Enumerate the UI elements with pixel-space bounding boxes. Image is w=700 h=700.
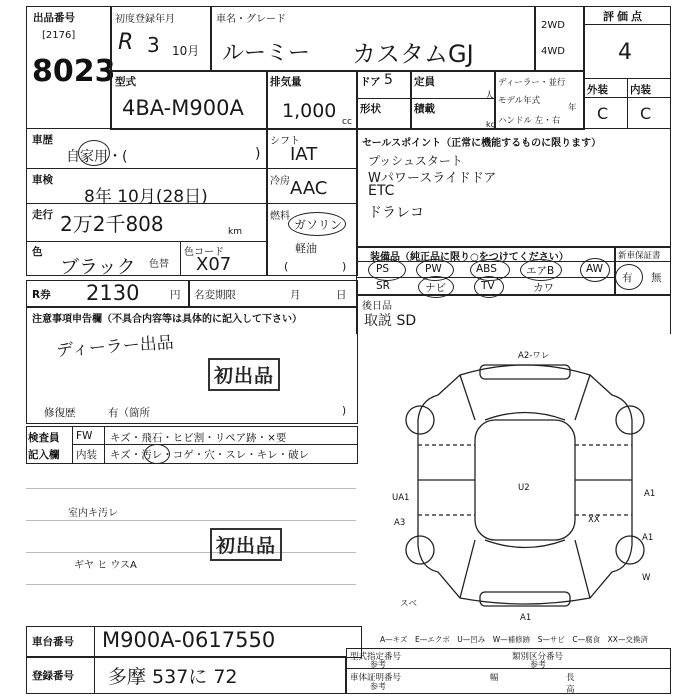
equip-circle-aw <box>580 258 610 282</box>
lot-sub: [2176] <box>42 30 76 41</box>
shape-label: 形状 <box>360 103 381 115</box>
mark-w: W <box>642 573 651 583</box>
inspector-note-2: ギヤ ヒ ウスA <box>74 560 137 571</box>
displacement-value: 1,000 <box>282 100 337 122</box>
history-close: ) <box>255 146 261 162</box>
color-code-label: 色コード <box>184 247 224 258</box>
reg-era: R <box>118 30 134 55</box>
chassis-label: 車台番号 <box>32 636 74 648</box>
displacement-unit: cc <box>342 117 352 127</box>
vin-ref: 参考 <box>370 682 386 691</box>
sales-line-3: ETC <box>368 183 395 199</box>
warranty-no: 無 <box>651 272 662 284</box>
inspection-label: 車検 <box>32 174 53 186</box>
mark-u2: U2 <box>518 483 530 493</box>
shift-label: シフト <box>270 136 300 147</box>
model-label: 車名・グレード <box>216 14 286 25</box>
equip-aw: AW <box>586 263 603 275</box>
handle-label: ハンドル 左・右 <box>498 116 561 126</box>
type-designation-ref: 参考 <box>370 660 386 669</box>
mileage-value: 2万2千808 <box>60 212 164 236</box>
mark-a1-rear: A1 <box>520 613 532 623</box>
width-label: 幅 <box>490 673 499 683</box>
class-ref: 参考 <box>530 660 546 669</box>
shift-value: IAT <box>290 144 318 165</box>
equip-tv: TV <box>481 280 495 292</box>
equip-ps: PS <box>376 263 389 275</box>
equip-leather: カワ <box>533 282 554 294</box>
color-swap-label: 色替 <box>149 259 169 270</box>
history-circle <box>78 140 110 166</box>
post-install-label: 後日品 <box>362 301 392 312</box>
name-change-month: 月 <box>290 289 301 301</box>
vin-label: 車体証明番号 <box>350 673 402 683</box>
mark-a1-right: A1 <box>644 489 656 499</box>
equip-abs: ABS <box>476 263 497 275</box>
name-change-label: 名変期限 <box>194 289 236 301</box>
drive-2wd: 2WD <box>541 20 565 31</box>
warranty-circle <box>615 264 643 290</box>
reg-year-label: 初度登録年月 <box>115 14 175 25</box>
equipment-label: 装備品（純正品に限り○をつけてください） <box>370 252 569 263</box>
mileage-label: 走行 <box>32 209 53 221</box>
sales-label: セールスポイント（正常に機能するものに限ります） <box>362 138 602 149</box>
load-unit: kg <box>486 120 496 129</box>
repair-value: 有（箇所 <box>108 407 150 419</box>
mark-a2-crack: A2-ワレ <box>518 351 550 361</box>
plate-value: 多摩 537に 72 <box>108 666 238 688</box>
inspector-label-1: 検査員 <box>28 432 60 444</box>
mark-ua1: UA1 <box>392 493 410 503</box>
warranty-label: 新車保証書 <box>618 251 661 261</box>
interior-grade: C <box>640 104 652 123</box>
drive-4wd: 4WD <box>541 46 565 57</box>
fuel-circle <box>288 212 346 236</box>
notes-label: 注意事項申告欄（不具合内容等は具体的に記入して下さい） <box>32 314 302 325</box>
notes-stamp: 初出品 <box>208 358 280 391</box>
equip-circle-ps <box>368 259 406 281</box>
sales-line-1: プッシュスタート <box>368 154 463 168</box>
inspection-value: 8年 10月(28日) <box>84 187 208 207</box>
ac-value: AAC <box>290 178 328 199</box>
drive-box <box>534 6 585 72</box>
sales-line-2: Wパワースライドドア <box>368 171 497 186</box>
equip-pw: PW <box>425 263 442 275</box>
diagram-legend: A—キズ E—エクボ U—凹み W—補修跡 S—サビ C—腐食 XX—交換済 <box>380 635 648 644</box>
history-label: 車歴 <box>32 134 53 146</box>
equip-navi: ナビ <box>425 282 446 294</box>
mark-xx: XX <box>588 515 600 525</box>
inspector-int-items: キズ・汚レ・コゲ・穴・スレ・キレ・破レ <box>110 449 310 461</box>
type-designation-label: 型式指定番号 <box>350 652 402 662</box>
type-label: 型式 <box>115 76 136 88</box>
inspector-label-2: 記入欄 <box>28 449 60 461</box>
year-suffix: 年 <box>568 103 577 113</box>
capacity-unit: 人 <box>485 91 495 101</box>
fuel-paren-close: ) <box>342 260 347 273</box>
equip-circle-airbag <box>520 259 562 281</box>
length-label: 長 <box>566 673 575 683</box>
warranty-yes: 有 <box>622 272 633 284</box>
name-change-day: 日 <box>336 289 347 301</box>
interior-label: 内装 <box>630 84 651 96</box>
dealer-label: ディーラー・並行 <box>498 78 566 88</box>
grade: カスタムGJ <box>352 40 474 68</box>
fuel-alt: 軽油 <box>295 242 317 255</box>
fuel-label: 燃料 <box>270 211 290 222</box>
exterior-label: 外装 <box>587 84 608 96</box>
inspector-stamp: 初出品 <box>210 528 282 561</box>
inspector-note-1: 室内キ汚レ <box>68 508 118 519</box>
doors-value: 5 <box>384 72 393 88</box>
load-label: 積載 <box>414 103 435 115</box>
repair-label: 修復歴 <box>44 407 76 419</box>
recycle-unit: 円 <box>170 289 181 301</box>
capacity-label: 定員 <box>414 76 435 88</box>
height-label: 高 <box>566 685 575 695</box>
reg-month: 10月 <box>172 44 200 58</box>
class-label: 類別区分番号 <box>512 652 564 662</box>
recycle-label: R券 <box>32 289 51 301</box>
mark-slide: スベ <box>400 599 418 609</box>
model-year-label: モデル年式 <box>498 96 541 106</box>
post-install-value: 取説 SD <box>364 313 417 329</box>
equip-airbag: エアB <box>526 265 555 277</box>
lot-label: 出品番号 <box>33 12 75 24</box>
inspector-fw-items: キズ・飛石・ヒビ割・リペア跡・×要 <box>110 432 287 444</box>
equip-sr: SR <box>376 280 390 292</box>
score-value: 4 <box>618 40 632 65</box>
fuel-value: ガソリン <box>294 218 343 232</box>
displacement-label: 排気量 <box>270 76 302 88</box>
type-value: 4BA-M900A <box>122 96 244 120</box>
history-value: 自家用・( <box>66 149 128 165</box>
ac-label: 冷房 <box>270 176 290 187</box>
lot-number: 8023 <box>32 54 116 89</box>
color-code-value: X07 <box>196 254 232 275</box>
inspector-int: 内装 <box>76 449 97 461</box>
plate-label: 登録番号 <box>32 670 74 682</box>
fuel-paren-open: ( <box>284 260 289 273</box>
mark-a3: A3 <box>394 518 406 528</box>
mileage-unit: km <box>228 227 242 237</box>
car-damage-diagram <box>380 340 670 630</box>
notes-handwritten: ディーラー出品 <box>55 332 175 362</box>
mark-a1-right-lower: A1 <box>642 533 654 543</box>
color-label: 色 <box>32 246 43 258</box>
inspector-fw: FW <box>76 430 93 442</box>
model-name: ルーミー <box>222 41 311 66</box>
recycle-value: 2130 <box>86 281 140 305</box>
int-dirt-circle <box>144 444 170 464</box>
sales-line-4: ドラレコ <box>368 205 424 221</box>
color-value: ブラック <box>60 256 136 278</box>
reg-year: 3 <box>147 33 160 57</box>
exterior-grade: C <box>597 104 609 123</box>
chassis-value: M900A-0617550 <box>102 628 276 652</box>
doors-label: ドア <box>360 76 381 88</box>
score-label: 評価点 <box>603 10 645 23</box>
repair-close: ) <box>342 405 347 417</box>
